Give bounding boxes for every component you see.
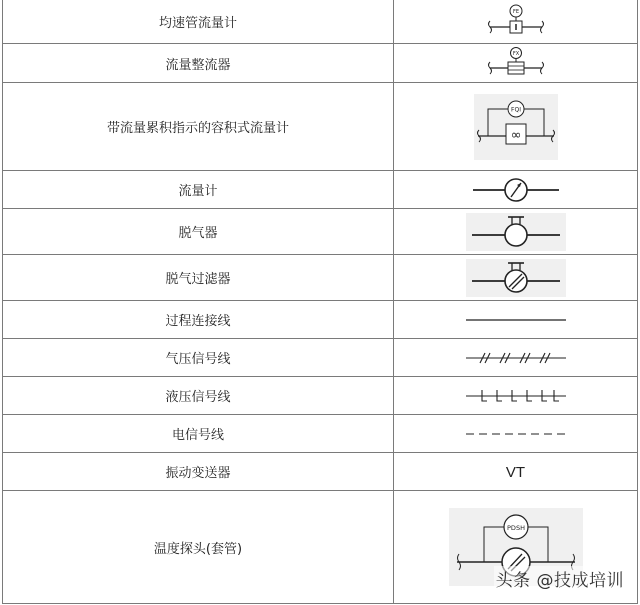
table-row <box>3 44 638 83</box>
row-name: 流量计 <box>3 171 394 209</box>
table-row <box>3 339 638 377</box>
symbol-table <box>2 0 638 604</box>
row-name: 气压信号线 <box>3 339 394 377</box>
row-name: 过程连接线 <box>3 301 394 339</box>
symbol-cell <box>394 0 638 44</box>
symbol-cell <box>394 453 638 491</box>
row-name: 液压信号线 <box>3 377 394 415</box>
symbol-cell <box>394 415 638 453</box>
symbol-cell <box>394 339 638 377</box>
table-row <box>3 301 638 339</box>
symbol-tag: FQI <box>510 106 521 113</box>
symbol-tag: FX <box>512 51 519 57</box>
degasser-icon <box>466 213 566 251</box>
flow-conditioner-icon <box>486 46 546 80</box>
table-row <box>3 415 638 453</box>
vibration-transmitter-label: VT <box>505 464 526 481</box>
averaging-pitot-icon <box>486 3 546 39</box>
table-row <box>3 83 638 171</box>
row-name: 振动变送器 <box>3 453 394 491</box>
symbol-cell <box>394 83 638 171</box>
hydraulic-signal-icon <box>464 388 568 404</box>
row-name: 流量整流器 <box>3 44 394 83</box>
table-row <box>3 377 638 415</box>
row-name: 均速管流量计 <box>3 0 394 44</box>
table-row <box>3 453 638 491</box>
svg-text:∞: ∞ <box>510 127 521 143</box>
symbol-cell <box>394 171 638 209</box>
pneumatic-signal-icon <box>464 350 568 366</box>
row-name: 脱气器 <box>3 209 394 255</box>
degasser-filter-icon <box>466 259 566 297</box>
table-row <box>3 171 638 209</box>
symbol-cell <box>394 44 638 83</box>
process-line-icon <box>464 314 568 326</box>
row-name: 带流量累积指示的容积式流量计 <box>3 83 394 171</box>
symbol-cell <box>394 301 638 339</box>
symbol-tag: FE <box>512 9 519 15</box>
watermark: 头条 @技成培训 <box>494 566 626 591</box>
table-row <box>3 255 638 301</box>
flowmeter-icon <box>471 175 561 205</box>
symbol-tag: PDSH <box>506 524 525 532</box>
symbol-cell <box>394 209 638 255</box>
table-row <box>3 209 638 255</box>
row-name: 电信号线 <box>3 415 394 453</box>
row-name: 脱气过滤器 <box>3 255 394 301</box>
electric-signal-icon <box>464 429 568 439</box>
symbol-cell <box>394 377 638 415</box>
table-row <box>3 0 638 44</box>
symbol-cell <box>394 255 638 301</box>
positive-displacement-flowmeter-icon <box>474 94 558 160</box>
row-name: 温度探头(套管) <box>3 491 394 604</box>
